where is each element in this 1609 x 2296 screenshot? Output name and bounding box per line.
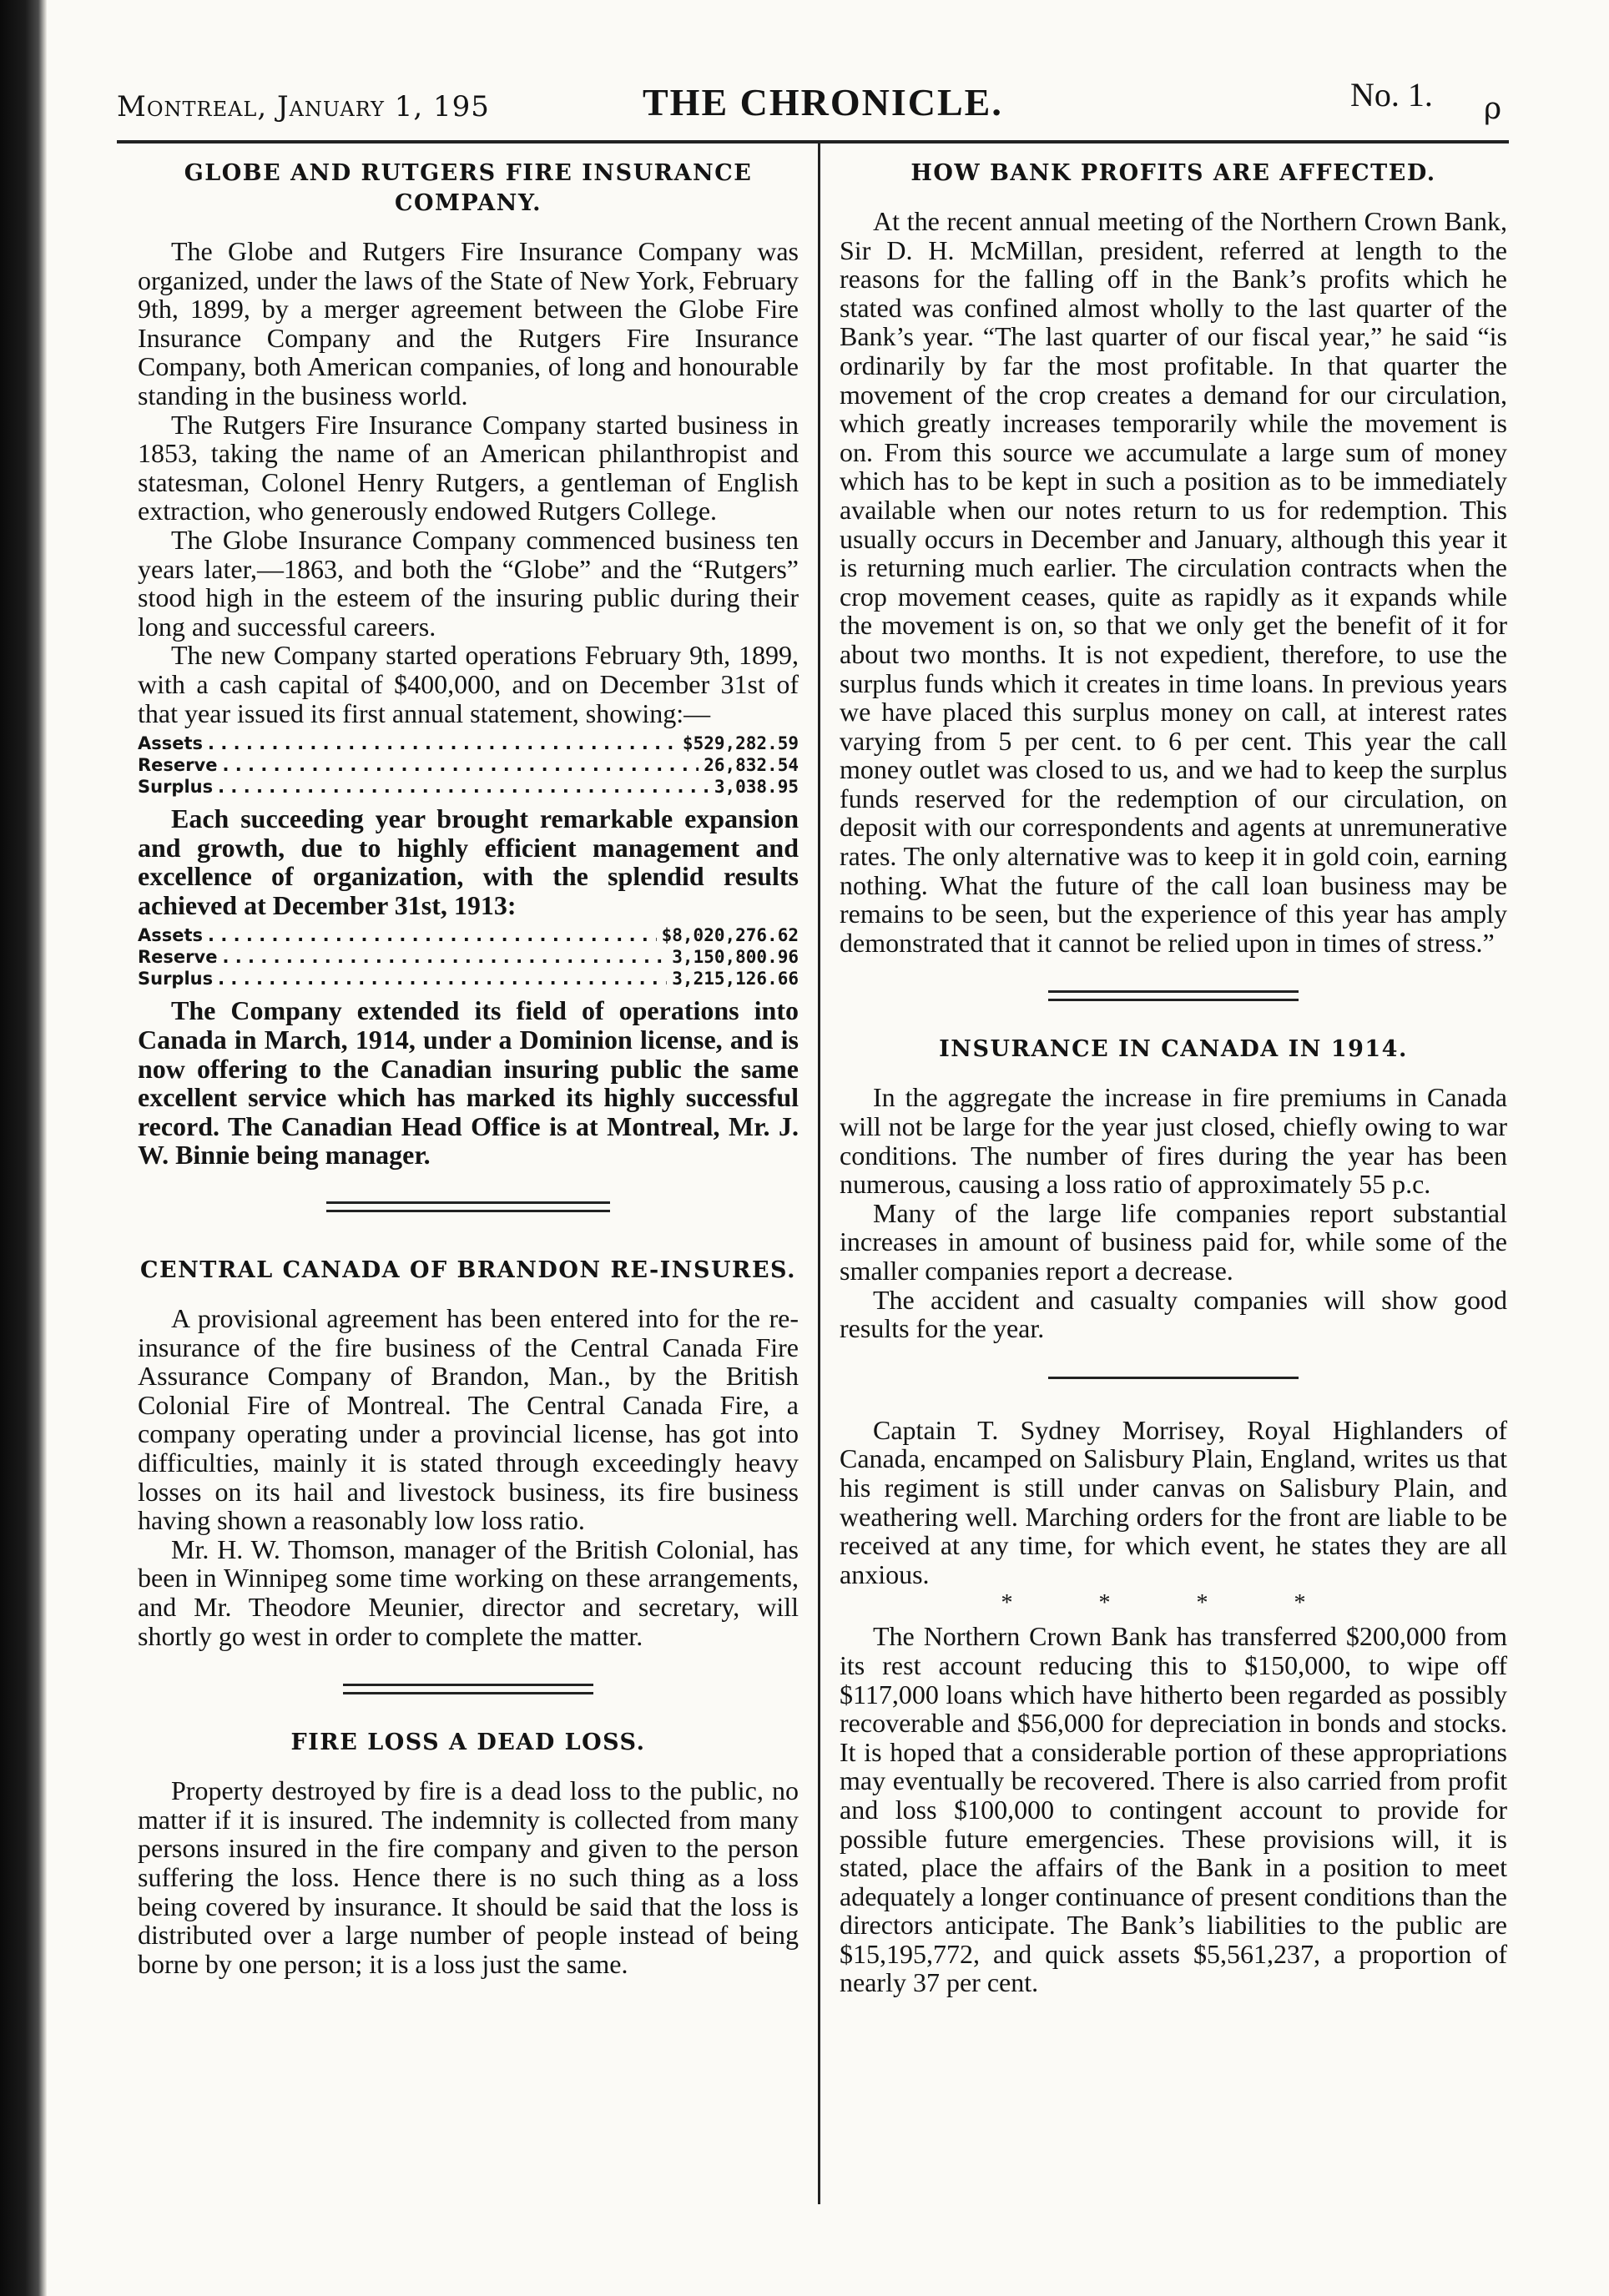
column-divider bbox=[818, 144, 820, 2204]
row-value: 3,215,126.66 bbox=[672, 969, 799, 989]
article-paragraph: The Rutgers Fire Insurance Company started business in 1853, taking the name of an American philanthropist and statesman, Colonel Henry Rutgers, a gentleman of English extraction, who generously endowed Rutgers College. bbox=[138, 409, 799, 526]
row-label: Reserve bbox=[138, 947, 218, 968]
table-row bbox=[138, 924, 799, 946]
header-rule bbox=[117, 140, 1509, 144]
article-paragraph: The new Company started operations February 9th, 1899, with a cash capital of $400,000, and on December 31st of that year issued its first annual statement, showing:— bbox=[138, 640, 799, 728]
leader-dots bbox=[222, 754, 699, 776]
statement-1913-table bbox=[138, 924, 799, 989]
article-globe-rutgers bbox=[138, 159, 799, 1170]
asterism-divider: * * * * bbox=[1001, 1590, 1346, 1617]
article-heading: FIRE LOSS A DEAD LOSS. bbox=[290, 1730, 646, 1756]
row-label: Assets bbox=[138, 733, 204, 754]
leader-dots bbox=[208, 924, 657, 946]
section-separator bbox=[1048, 1377, 1299, 1379]
article-bank-profits bbox=[840, 159, 1507, 957]
row-label: Surplus bbox=[138, 969, 214, 989]
table-row bbox=[138, 946, 799, 968]
right-column bbox=[840, 159, 1507, 1997]
article-paragraph: The Company extended its field of operations into Canada in March, 1914, under a Dominion license, and is now offering to the Canadian insuring public the same excellent service which has marked its highly successful record. The Canadian Head Office is at Montreal, Mr. J. W. Binnie being manager. bbox=[138, 995, 799, 1171]
news-notes bbox=[840, 1416, 1507, 1997]
separator-line bbox=[326, 1210, 610, 1212]
article-paragraph: Mr. H. W. Thomson, manager of the British Colonial, has been in Winnipeg some time working on these arrangements, and Mr. Theodore Meunier, director and secretary, will shortly go west in order to complete the matter. bbox=[138, 1533, 799, 1651]
article-paragraph: Property destroyed by fire is a dead loss to the public, no matter if it is insured. The indemnity is collected from many persons insured in the fire company and given to the person suffering the loss. Hence there is no such thing as a loss being covered by insurance. It should be said that the loss is distributed over a large number of people instead of being borne by one person; it is a loss just the same. bbox=[138, 1775, 799, 1979]
table-row bbox=[138, 968, 799, 989]
issue-number: No. 1. bbox=[1350, 76, 1433, 113]
section-separator bbox=[1048, 990, 1299, 1001]
separator-line bbox=[1048, 990, 1299, 993]
row-value: 26,832.54 bbox=[704, 755, 799, 776]
article-paragraph: The Globe Insurance Company commenced business ten years later,—1863, and both the “Globe” and the “Rutgers” stood high in the esteem of the insuring public during their long and successful careers. bbox=[138, 524, 799, 642]
article-paragraph: Each succeeding year brought remarkable expansion and growth, due to highly efficient management and excellence of organization, with the splendid results achieved at December 31st, 1913: bbox=[138, 803, 799, 920]
article-paragraph: The accident and casualty companies will show good results for the year. bbox=[840, 1284, 1507, 1344]
table-row bbox=[138, 754, 799, 776]
article-heading: INSURANCE IN CANADA IN 1914. bbox=[939, 1036, 1408, 1063]
row-value: $8,020,276.62 bbox=[661, 925, 799, 946]
section-separator bbox=[326, 1201, 610, 1212]
row-value: 3,150,800.96 bbox=[672, 947, 799, 968]
separator-line bbox=[1048, 999, 1299, 1001]
row-value: $529,282.59 bbox=[682, 733, 799, 754]
header-date: Montreal, January 1, 195 bbox=[117, 90, 490, 123]
article-paragraph: The Northern Crown Bank has transferred $200,000 from its rest account reducing this to $150,000, to wipe off $117,000 loans which have hitherto been regarded as possibly recoverable and $56,000 for depreciation in bonds and stocks. It is hoped that a considerable portion of these appropriations may eventually be recovered. There is also carried from profit and loss $100,000 to contingent account to provide for possible future emergencies. These provisions will, it is stated, place the affairs of the Bank in a position to meet adequately a longer continuance of present conditions than the directors anticipate. The Bank’s liabilities to the public are $15,195,772, and quick assets $5,561,237, a proportion of nearly 37 per cent. bbox=[840, 1621, 1507, 1998]
article-paragraph: Many of the large life companies report substantial increases in amount of business paid for, while some of the smaller companies report a decrease. bbox=[840, 1197, 1507, 1286]
article-heading: CENTRAL CANADA OF BRANDON RE-INSURES. bbox=[140, 1257, 796, 1284]
row-label: Assets bbox=[138, 925, 204, 946]
article-insurance-canada bbox=[840, 1035, 1507, 1342]
article-heading: GLOBE AND RUTGERS FIRE INSURANCE COMPANY. bbox=[184, 160, 753, 216]
separator-line bbox=[1048, 1377, 1299, 1379]
row-value: 3,038.95 bbox=[714, 777, 799, 798]
separator-line bbox=[326, 1201, 610, 1204]
table-row bbox=[138, 733, 799, 754]
separator-line bbox=[343, 1684, 593, 1686]
page-header bbox=[117, 75, 1502, 133]
leader-dots bbox=[222, 946, 667, 968]
row-label: Surplus bbox=[138, 777, 214, 798]
leader-dots bbox=[218, 968, 667, 989]
publication-title: THE CHRONICLE. bbox=[643, 81, 1003, 123]
article-paragraph: Captain T. Sydney Morrisey, Royal Highlanders of Canada, encamped on Salisbury Plain, England, writes us that his regiment is still under canvas on Salisbury Plain, and weathering well. Marching orders for the front are liable to be received at any time, for which event, he states they are all anxious. bbox=[840, 1414, 1507, 1589]
article-paragraph: At the recent annual meeting of the Northern Crown Bank, Sir D. H. McMillan, president, referred at length to the reasons for the falling off in the Bank’s profits which he stated was confined almost wholly to the last quarter of the Bank’s year. “The last quarter of our fiscal year,” he said “is ordinarily by far the most profitable. In that quarter the movement of the crop creates a demand for our circulation, which greatly increases temporarily while the movement is on. From this source we accumulate a large sum of money which has to be kept in such a position as to be immediately available when our notes return to us for redemption. This usually occurs in December and January, although this year it is returning much earlier. The circulation contracts when the crop movement ceases, quite as rapidly as it expands while the movement is on, so that we only get the benefit of it for about two months. It is not expedient, therefore, to use the surplus funds which it creates in time loans. In previous years we have placed this surplus money on call, at interest rates varying from 5 per cent. to 6 per cent. This year the call money outlet was closed to us, and we had to keep the surplus funds reserved for the redemption of our circulation, on deposit with our correspondents and agents at unremunerative rates. The only alternative was to keep it in gold coin, earning nothing. What the future of the call loan business may be remains to be seen, but the experience of this year has amply demonstrated that it cannot be relied upon in times of stress.” bbox=[840, 206, 1507, 958]
article-paragraph: In the aggregate the increase in fire premiums in Canada will not be large for the year just closed, chiefly owing to war conditions. The number of fires during the year has been numerous, causing a loss ratio of approximately 55 p.c. bbox=[840, 1082, 1507, 1200]
article-fire-loss bbox=[138, 1728, 799, 1978]
table-row bbox=[138, 776, 799, 798]
article-heading: HOW BANK PROFITS ARE AFFECTED. bbox=[910, 160, 1436, 186]
leader-dots bbox=[208, 733, 678, 754]
article-paragraph: A provisional agreement has been entered into for the re-insurance of the fire business of the Central Canada Fire Assurance Company of Brandon, Man., by the British Colonial Fire of Montreal. The Central Canada Fire, a company operating under a provincial license, has got into difficulties, mainly it is stated through exceedingly heavy losses on its hail and livestock business, its fire business having shown a reasonably low loss ratio. bbox=[138, 1303, 799, 1536]
row-label: Reserve bbox=[138, 755, 218, 776]
separator-line bbox=[343, 1692, 593, 1694]
scan-binding-edge bbox=[0, 0, 47, 2296]
leader-dots bbox=[218, 776, 709, 798]
section-separator bbox=[343, 1684, 593, 1694]
header-mark: ρ bbox=[1484, 92, 1502, 126]
article-central-canada bbox=[138, 1256, 799, 1650]
left-column bbox=[138, 159, 799, 1978]
statement-1899-table bbox=[138, 733, 799, 798]
article-paragraph: The Globe and Rutgers Fire Insurance Company was organized, under the laws of the State of New York, February 9th, 1899, by a merger agreement between the Globe Fire Insurance Company and the Rutgers Fire Insurance Company, both American companies, of long and honourable standing in the business world. bbox=[138, 236, 799, 410]
